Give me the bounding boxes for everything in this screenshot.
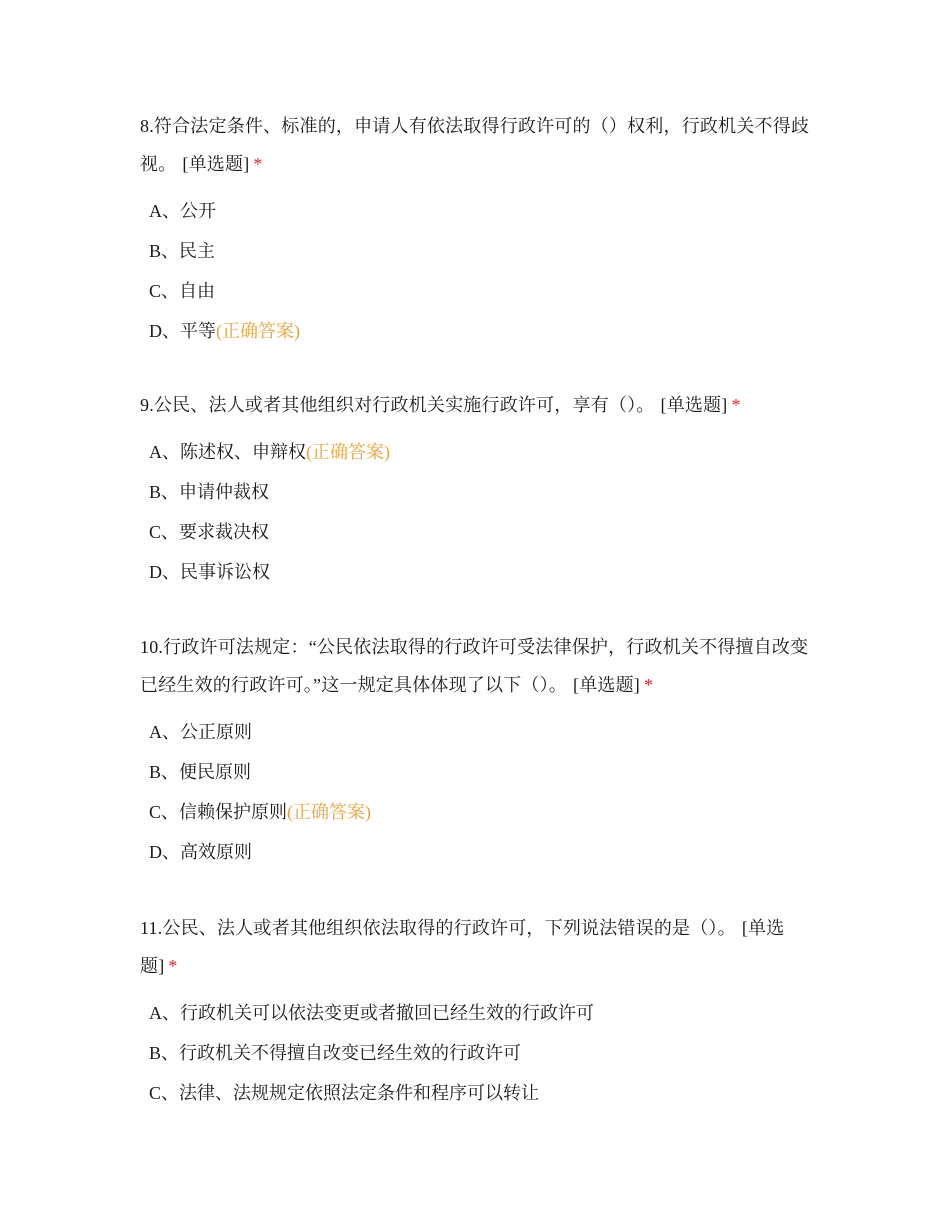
correct-answer-label: (正确答案) (216, 321, 300, 341)
option-letter: C、 (149, 1083, 180, 1103)
option-d (140, 832, 812, 872)
option-letter: A、 (149, 722, 180, 742)
option-a (140, 712, 812, 752)
option-text: 民主 (179, 241, 216, 261)
question-text: 公民、法人或者其他组织依法取得的行政许可，下列说法错误的是（）。 (162, 918, 736, 938)
option-letter: C、 (149, 802, 180, 822)
option-text: 申请仲裁权 (179, 482, 270, 502)
option-text: 平等 (180, 321, 216, 341)
option-text: 要求裁决权 (179, 522, 270, 542)
option-c (140, 271, 812, 311)
required-mark: * (253, 154, 263, 174)
option-text: 自由 (179, 281, 216, 301)
option-text: 法律、法规规定依照法定条件和程序可以转让 (179, 1083, 540, 1103)
question-text: 公民、法人或者其他组织对行政机关实施行政许可，享有（）。 (153, 395, 655, 415)
question-number: 11. (140, 918, 163, 938)
option-letter: B、 (149, 241, 180, 261)
option-letter: D、 (149, 321, 180, 341)
option-text: 便民原则 (179, 762, 252, 782)
question-8 (140, 107, 812, 351)
option-b (140, 1033, 812, 1073)
options-list (140, 191, 812, 351)
required-mark: * (731, 395, 741, 415)
question-title (140, 107, 812, 183)
question-number: 8. (140, 116, 154, 136)
option-text: 高效原则 (180, 842, 252, 862)
option-text: 行政机关可以依法变更或者撤回已经生效的行政许可 (180, 1003, 594, 1023)
option-text: 公开 (180, 201, 216, 221)
correct-answer-label: (正确答案) (306, 442, 390, 462)
option-a (140, 432, 812, 472)
option-letter: D、 (149, 562, 180, 582)
option-text: 民事诉讼权 (180, 562, 270, 582)
question-11 (140, 909, 812, 1113)
question-title (140, 628, 812, 704)
option-letter: C、 (149, 281, 180, 301)
option-c (140, 792, 812, 832)
correct-answer-label: (正确答案) (287, 802, 372, 822)
option-letter: C、 (149, 522, 180, 542)
required-mark: * (168, 956, 178, 976)
option-letter: D、 (149, 842, 180, 862)
option-text: 陈述权、申辩权 (180, 442, 306, 462)
option-a (140, 191, 812, 231)
option-text: 公正原则 (180, 722, 252, 742)
option-d (140, 311, 812, 351)
option-letter: A、 (149, 442, 180, 462)
question-type-label: [单选题] (182, 154, 250, 174)
question-type-label: [单选题] (140, 918, 785, 976)
option-letter: A、 (149, 201, 180, 221)
option-letter: B、 (149, 1043, 180, 1063)
question-number: 10. (140, 637, 164, 657)
question-9 (140, 386, 812, 592)
question-number: 9. (140, 395, 154, 415)
question-text: 行政许可法规定：“公民依法取得的行政许可受法律保护，行政机关不得擅自改变已经生效的行政许可。”这一规定具体体现了以下（）。 (140, 637, 809, 695)
question-title (140, 386, 812, 424)
option-c (140, 1073, 812, 1113)
option-b (140, 231, 812, 271)
option-a (140, 993, 812, 1033)
option-letter: B、 (149, 762, 180, 782)
option-text: 行政机关不得擅自改变已经生效的行政许可 (179, 1043, 522, 1063)
option-letter: B、 (149, 482, 180, 502)
question-10 (140, 628, 812, 872)
options-list (140, 993, 812, 1113)
option-letter: A、 (149, 1003, 180, 1023)
required-mark: * (644, 675, 654, 695)
options-list (140, 712, 812, 872)
question-text: 符合法定条件、标准的，申请人有依法取得行政许可的（）权利，行政机关不得歧视。 (140, 116, 810, 174)
options-list (140, 432, 812, 592)
option-b (140, 752, 812, 792)
question-type-label: [单选题] (660, 395, 728, 415)
option-text: 信赖保护原则 (179, 802, 288, 822)
option-b (140, 472, 812, 512)
question-type-label: [单选题] (573, 675, 640, 695)
question-title (140, 909, 812, 985)
option-d (140, 552, 812, 592)
option-c (140, 512, 812, 552)
